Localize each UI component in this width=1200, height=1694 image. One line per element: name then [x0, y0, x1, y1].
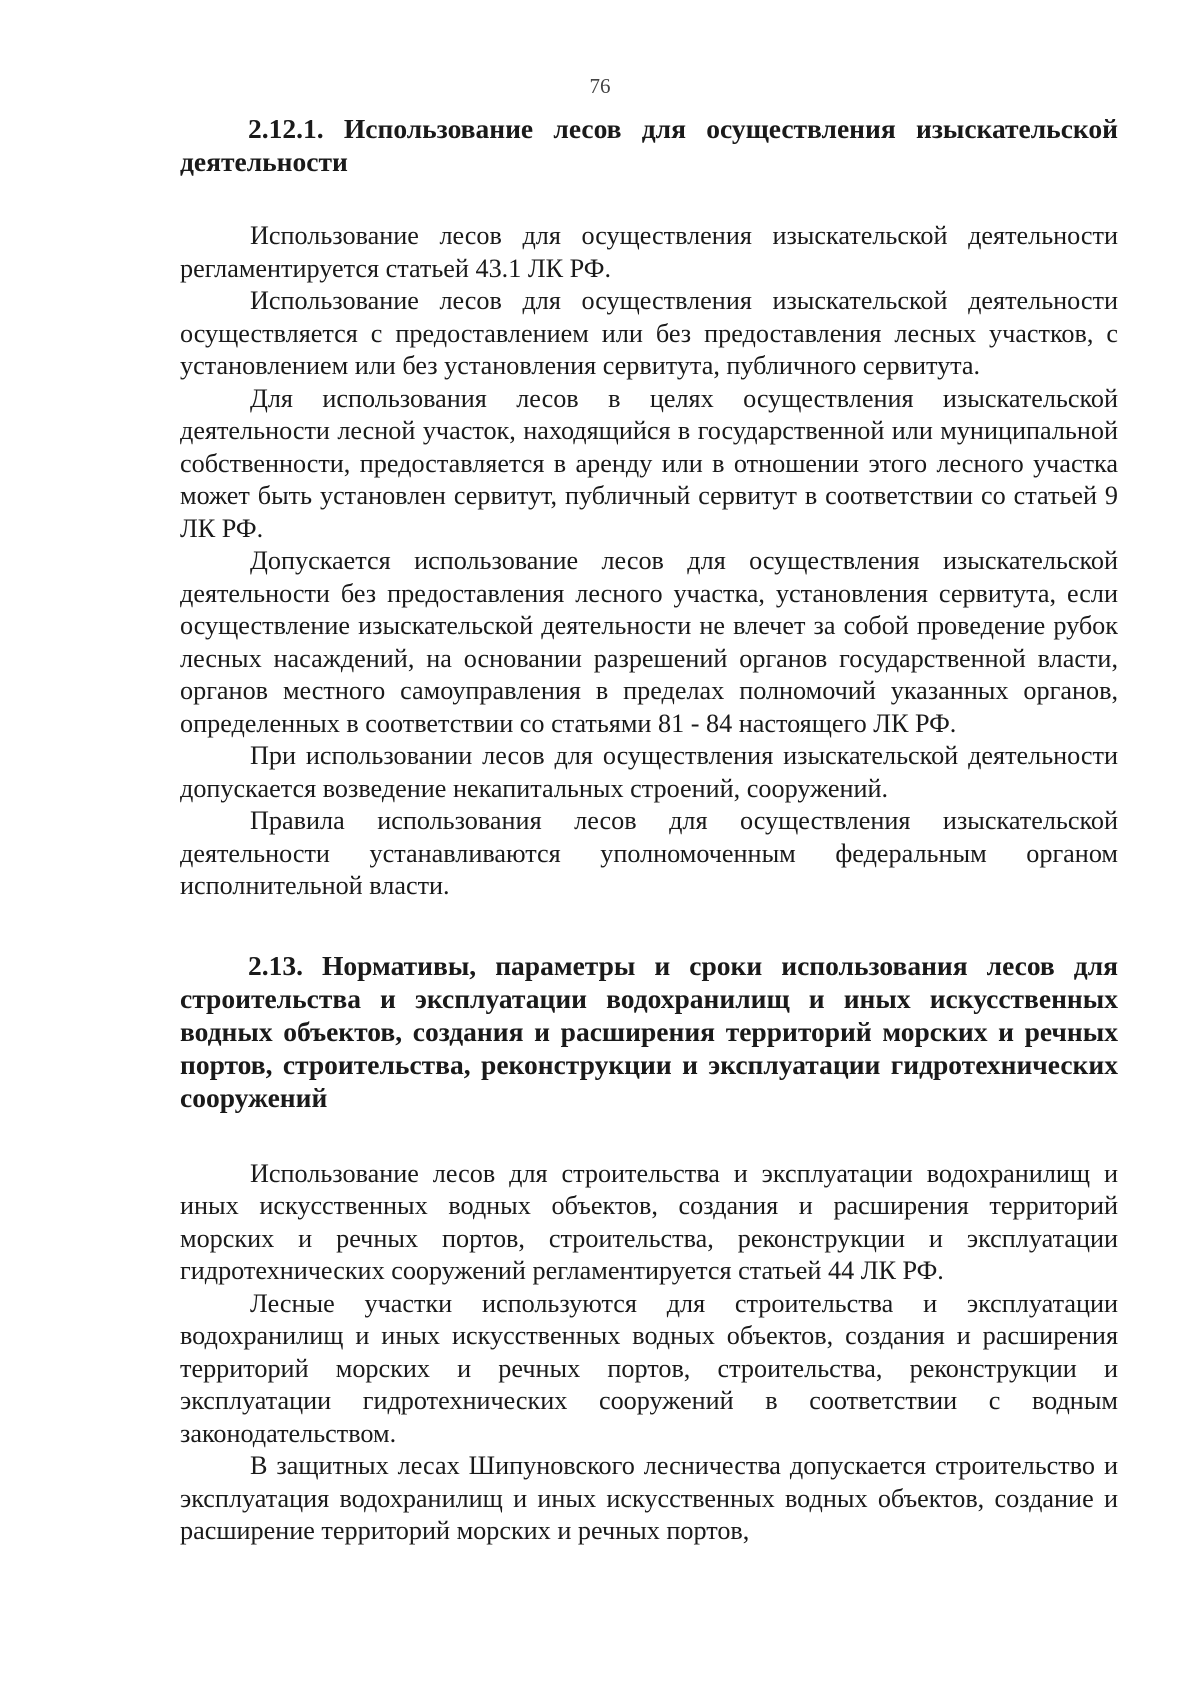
paragraph: Допускается использование лесов для осуществления изыскательской деятельности без предоставления лесного участка, установления сервитута, если осуществление изыскательской деятельности не влечет за собой проведение рубок лесных насаждений, на основании разрешений органов государственной власти, органов местного самоуправления в пределах полномочий указанных органов, определенных в соответствии со статьями 81 - 84 настоящего ЛК РФ. — [180, 546, 1118, 738]
page-number: 76 — [589, 74, 611, 98]
paragraph: Использование лесов для осуществления изыскательской деятельности регламентируется статьей 43.1 ЛК РФ. — [180, 221, 1118, 283]
section-heading-2-12-1: 2.12.1. Использование лесов для осуществления изыскательской деятельности — [180, 113, 1118, 177]
section-2-13-body — [180, 1158, 1118, 1548]
paragraph: Использование лесов для строительства и эксплуатации водохранилищ и иных искусственных водных объектов, создания и расширения территорий морских и речных портов, строительства, реконструкции и эксплуатации гидротехнических сооружений регламентируется статьей 44 ЛК РФ. — [180, 1158, 1118, 1285]
paragraph: Лесные участки используются для строительства и эксплуатации водохранилищ и иных искусственных водных объектов, создания и расширения территорий морских и речных портов, строительства, реконструкции и эксплуатации гидротехнических сооружений в соответствии с водным законодательством. — [180, 1288, 1118, 1448]
paragraph: Использование лесов для осуществления изыскательской деятельности осуществляется с предоставлением или без предоставления лесных участков, с установлением или без установления сервитута, публичного сервитута. — [180, 286, 1118, 380]
paragraph: Правила использования лесов для осуществления изыскательской деятельности устанавливаются уполномоченным федеральным органом исполнительной власти. — [180, 806, 1118, 900]
paragraph: При использовании лесов для осуществления изыскательской деятельности допускается возведение некапитальных строений, сооружений. — [180, 741, 1118, 803]
section-2-12-1-body — [180, 220, 1118, 903]
paragraph: Для использования лесов в целях осуществления изыскательской деятельности лесной участок, находящийся в государственной или муниципальной собственности, предоставляется в аренду или в отношении этого лесного участка может быть установлен сервитут, публичный сервитут в соответствии со статьей 9 ЛК РФ. — [180, 383, 1118, 543]
paragraph: В защитных лесах Шипуновского лесничества допускается строительство и эксплуатация водохранилищ и иных искусственных водных объектов, создание и расширение территорий морских и речных портов, — [180, 1451, 1118, 1545]
section-heading-2-13: 2.13. Нормативы, параметры и сроки использования лесов для строительства и эксплуатации водохранилищ и иных искусственных водных объектов, создания и расширения территорий морских и речных портов, строительства, реконструкции и эксплуатации гидротехнических сооружений — [180, 949, 1118, 1113]
document-body — [180, 112, 1118, 1548]
